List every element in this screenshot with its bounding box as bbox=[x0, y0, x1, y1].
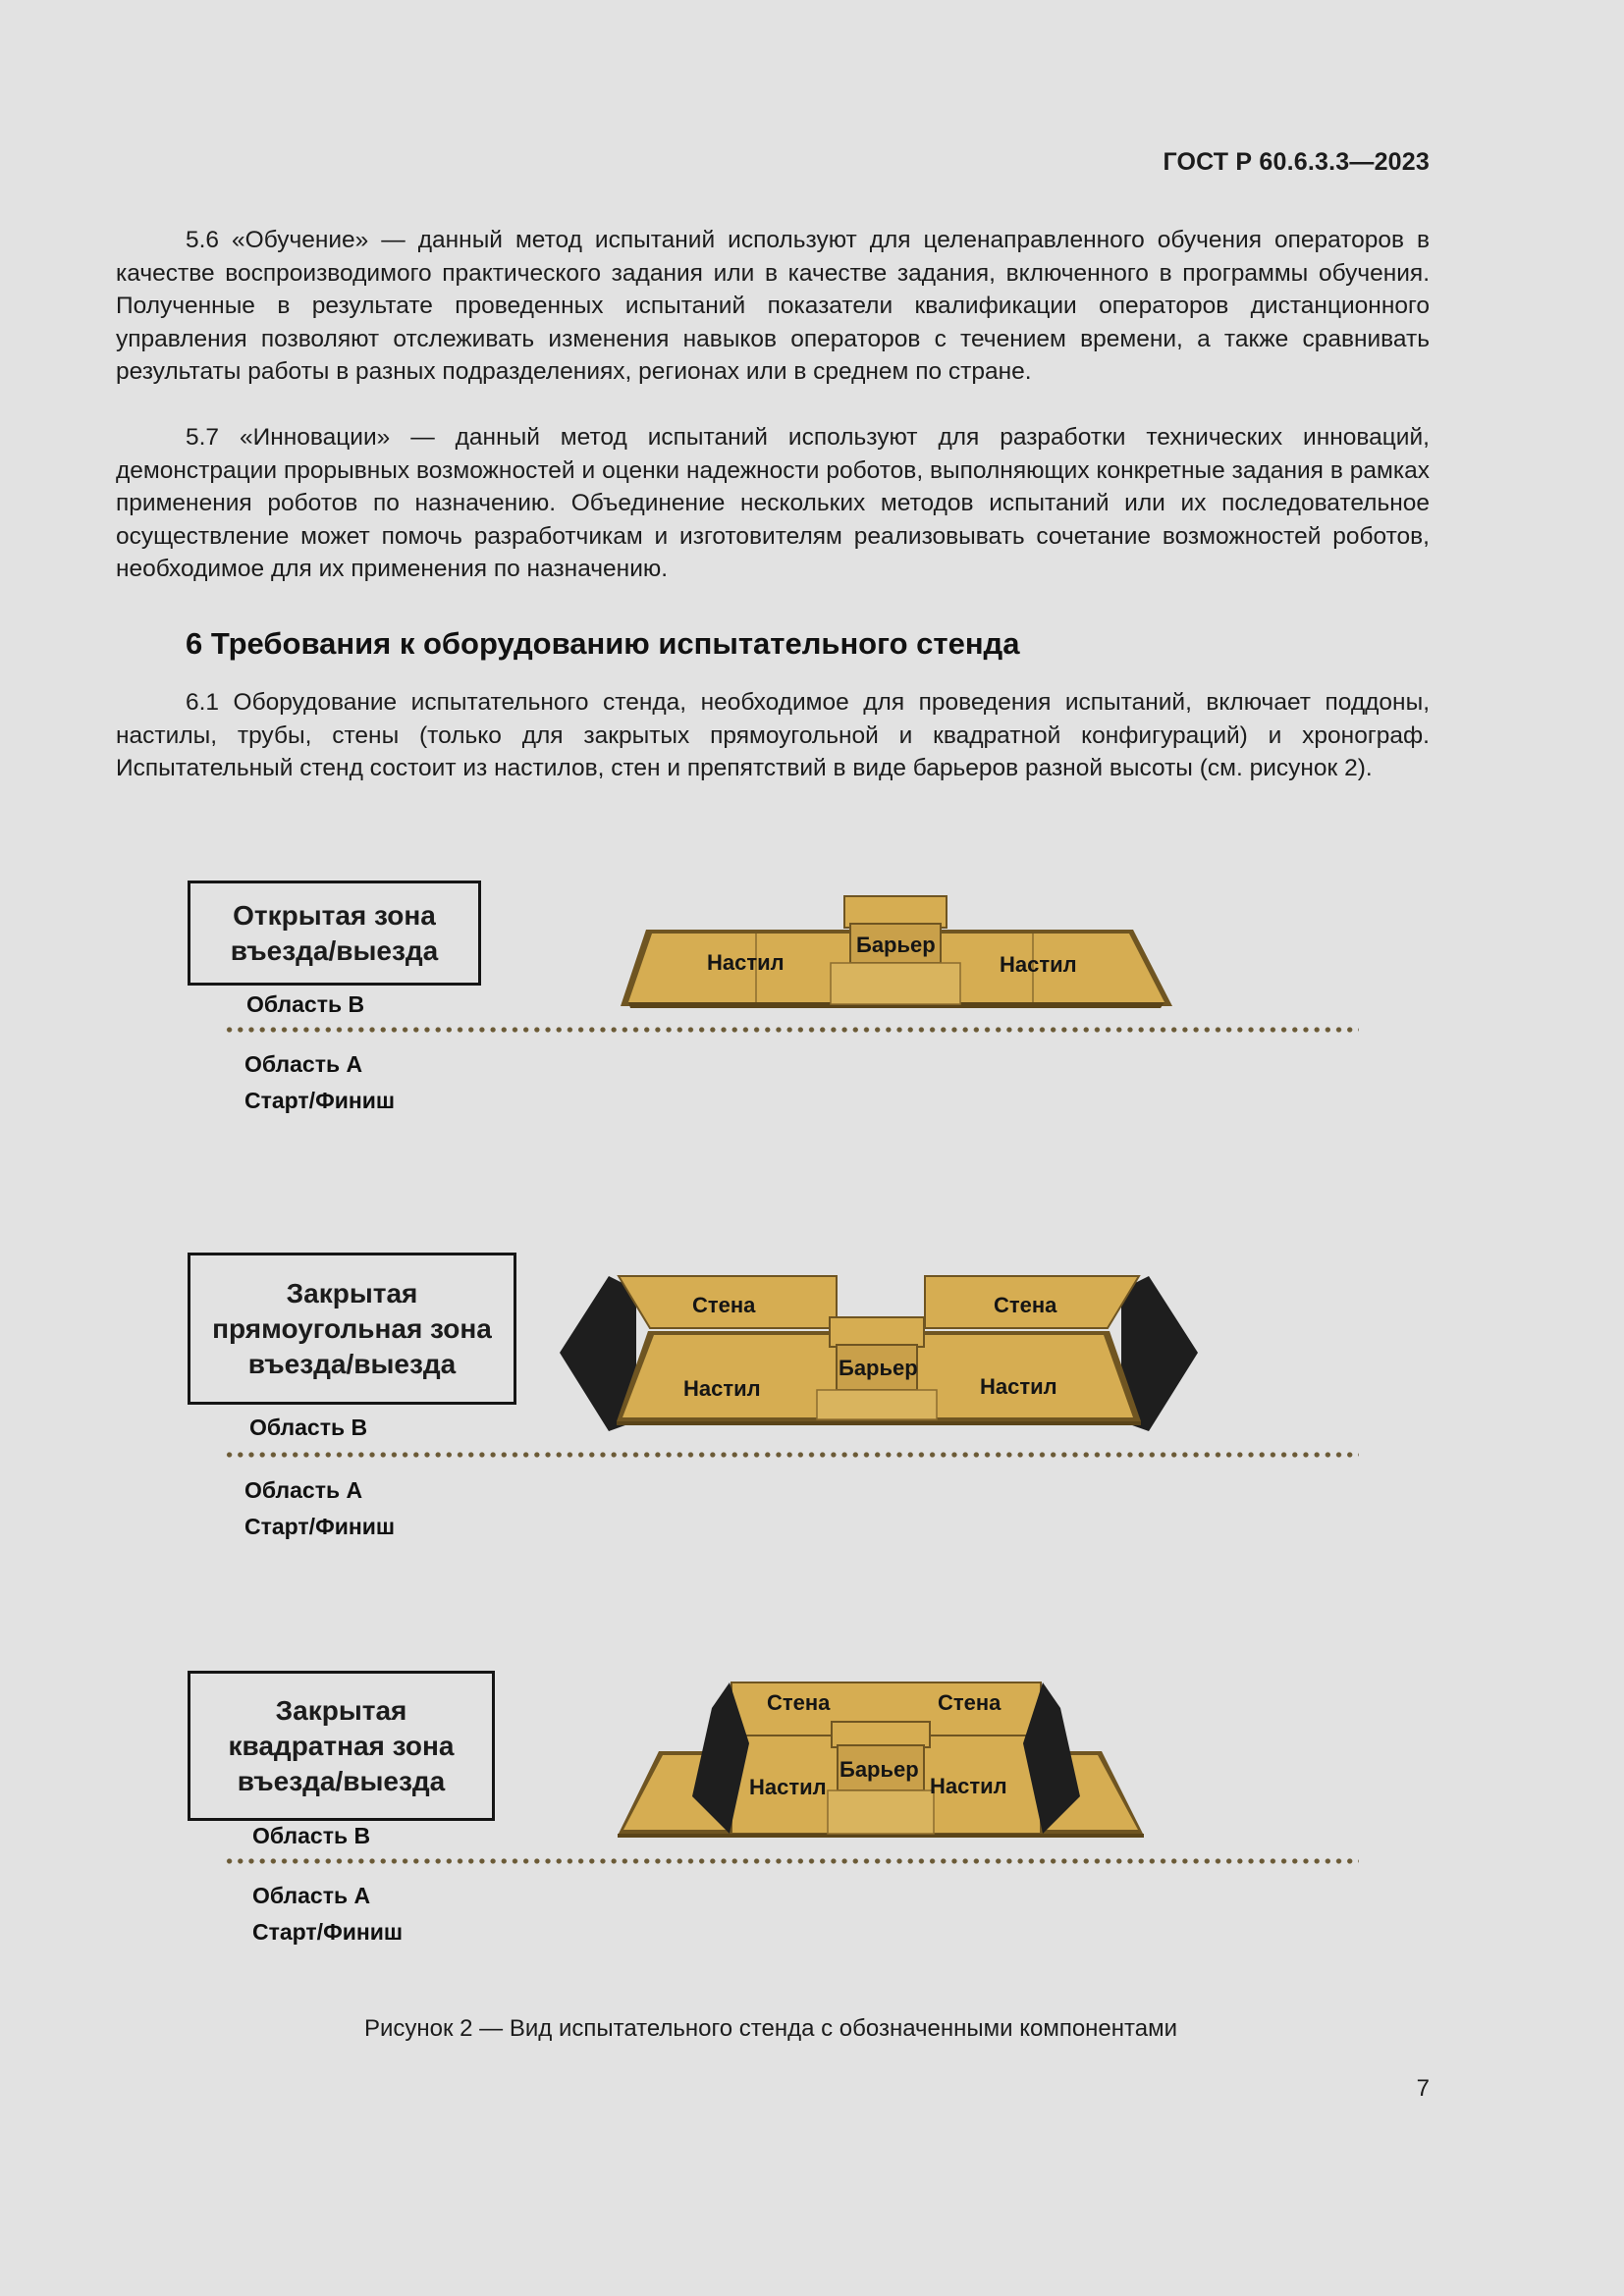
wall-label-left: Стена bbox=[692, 1293, 756, 1317]
wall-label-right: Стена bbox=[994, 1293, 1057, 1317]
figure-caption bbox=[0, 2015, 1624, 2043]
area-a-label: Область A bbox=[244, 1051, 363, 1077]
figure-caption-text: Рисунок 2 — Вид испытательного стенда с обозначенными компонентами bbox=[363, 2015, 1177, 2042]
boundary-dotted-line bbox=[224, 1858, 1359, 1864]
deck-label-right: Настил bbox=[1000, 952, 1077, 977]
deck-label-left: Настил bbox=[749, 1775, 827, 1799]
start-finish-label: Старт/Финиш bbox=[252, 1919, 404, 1945]
barrier-label: Барьер bbox=[839, 1356, 918, 1380]
zone-title-line: въезда/выезда bbox=[230, 934, 439, 966]
barrier-label: Барьер bbox=[856, 933, 936, 957]
area-a-label: Область A bbox=[244, 1477, 363, 1503]
deck-label-right: Настил bbox=[980, 1374, 1057, 1399]
deck-label-right: Настил bbox=[930, 1774, 1007, 1798]
rectangular-zone-stand-illustration bbox=[560, 1274, 1198, 1436]
boundary-dotted-line bbox=[224, 1452, 1359, 1458]
start-finish-label: Старт/Финиш bbox=[244, 1514, 396, 1539]
paragraph-5-6 bbox=[116, 224, 1430, 389]
zone-title-line: Закрытая bbox=[286, 1277, 418, 1308]
paragraph-text: 5.7 «Инновации» — данный метод испытаний используют для разработки технических инноваций, демонстрации прорывных возможностей и оценки надежности роботов, выполняющих конкретные задания в рамках применения роботов по назначению. Объединение нескольких методов испытаний или их последовательное осуществление может помочь разработчикам и изготовителям реализовывать сочетание возможностей роботов, необходимое для их применения по назначению. bbox=[116, 424, 1430, 582]
wall-label-right: Стена bbox=[938, 1690, 1001, 1715]
area-b-label: Область B bbox=[249, 1415, 368, 1440]
paragraph-6-1 bbox=[116, 686, 1430, 785]
start-finish-label: Старт/Финиш bbox=[244, 1088, 396, 1113]
zone-title-line: въезда/выезда bbox=[247, 1348, 457, 1379]
square-zone-stand-illustration bbox=[614, 1679, 1149, 1841]
barrier-label: Барьер bbox=[839, 1757, 919, 1782]
wall-label-left: Стена bbox=[767, 1690, 831, 1715]
deck-label-left: Настил bbox=[683, 1376, 761, 1401]
zone-title-box-open bbox=[188, 881, 481, 986]
zone-title-line: въезда/выезда bbox=[237, 1765, 446, 1796]
zone-title-box-square bbox=[188, 1671, 495, 1821]
zone-title-box-rectangular bbox=[188, 1253, 516, 1405]
document-id: ГОСТ Р 60.6.3.3—2023 bbox=[1163, 148, 1430, 176]
zone-title-line: Открытая зона bbox=[233, 899, 436, 931]
area-b-label: Область B bbox=[252, 1823, 371, 1848]
paragraph-text: 5.6 «Обучение» — данный метод испытаний используют для целенаправленного обучения операторов в качестве воспроизводимого практического задания или в качестве задания, включенного в программы обучения. Полученные в результате проведенных испытаний показатели квалификации операторов дистанционного управления позволяют отслеживать изменения навыков операторов с течением времени, а также сравнивать результаты работы в разных подразделениях, регионах или в среднем по стране. bbox=[116, 227, 1430, 385]
zone-title-line: прямоугольная зона bbox=[212, 1312, 492, 1344]
zone-title-line: квадратная зона bbox=[228, 1730, 455, 1761]
paragraph-text: 6.1 Оборудование испытательного стенда, необходимое для проведения испытаний, включает поддоны, настилы, трубы, стены (только для закрытых прямоугольной и квадратной конфигураций) и хронограф. Испытательный стенд состоит из настилов, стен и препятствий в виде барьеров разной высоты (см. рисунок 2). bbox=[116, 689, 1430, 781]
boundary-dotted-line bbox=[224, 1027, 1359, 1033]
zone-title-line: Закрытая bbox=[275, 1694, 407, 1726]
section-heading: 6 Требования к оборудованию испытательного стенда bbox=[186, 626, 1020, 661]
paragraph-5-7 bbox=[116, 421, 1430, 586]
deck-label-left: Настил bbox=[707, 950, 785, 975]
area-a-label: Область A bbox=[252, 1883, 371, 1908]
open-zone-stand-illustration bbox=[609, 888, 1178, 1016]
area-b-label: Область B bbox=[246, 991, 365, 1017]
page-number: 7 bbox=[1416, 2075, 1430, 2102]
